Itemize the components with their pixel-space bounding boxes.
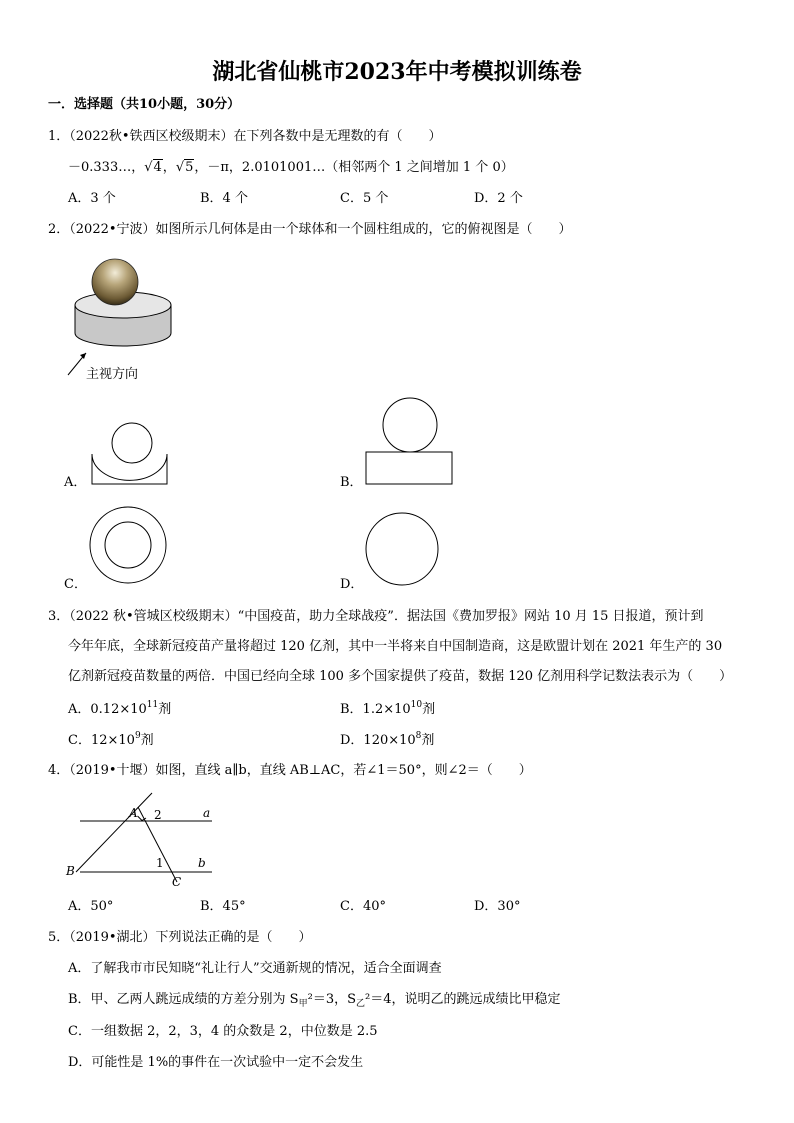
- q2-option-c[interactable]: C．: [64, 577, 87, 592]
- q5-option-d[interactable]: D．可能性是 1%的事件在一次试验中一定不会发生: [68, 1055, 364, 1070]
- label-angle-1: 1: [156, 856, 164, 870]
- q2-solid-figure: [60, 250, 190, 380]
- q3-option-b-unit: 剂: [422, 702, 436, 717]
- q2-option-b-figure: [360, 394, 460, 488]
- question-5-stem: 5．（2019•湖北）下列说法正确的是（ ）: [48, 930, 312, 945]
- q3-option-c-unit: 剂: [140, 733, 154, 748]
- question-3-line-2: 今年年底，全球新冠疫苗产量将超过 120 亿剂，其中一半将来自中国制造商，这是欧盟计划在 2021 年生产的 30: [68, 639, 723, 654]
- label-line-b: b: [198, 856, 206, 870]
- question-1-stem: 1．（2022秋•铁西区校级期末）在下列各数中是无理数的有（ ）: [48, 129, 442, 144]
- q2-option-d[interactable]: D．: [340, 577, 364, 592]
- q3-option-b-base: B．1.2×10: [340, 702, 411, 717]
- question-2-stem: 2．（2022•宁波）如图所示几何体是由一个球体和一个圆柱组成的，它的俯视图是（ ）: [48, 222, 572, 237]
- q1-option-b[interactable]: B．4 个: [200, 191, 248, 206]
- number-list-end: ，－π，2.0101001…（相邻两个 1 之间增加 1 个 0）: [194, 160, 514, 175]
- q5-option-b[interactable]: [68, 991, 561, 1009]
- question-1-numbers: －0.333…，√4，√5，－π，2.0101001…（相邻两个 1 之间增加 1 个 0）: [68, 160, 514, 175]
- q4-geometry-figure: [62, 790, 222, 890]
- q3-option-d[interactable]: [340, 732, 434, 750]
- q1-option-d[interactable]: D．2 个: [474, 191, 523, 206]
- label-angle-2: 2: [154, 808, 162, 822]
- q5-option-b-subscript-1: 甲: [298, 999, 308, 1009]
- q2-option-d-figure: [364, 511, 440, 587]
- q2-option-c-figure: [88, 503, 168, 587]
- q3-option-d-exponent: 8: [415, 731, 422, 741]
- q3-option-a-exponent: 11: [146, 700, 159, 710]
- view-direction-label: 主视方向: [86, 367, 139, 382]
- label-point-c: C: [172, 875, 182, 889]
- q2-option-b[interactable]: B．: [340, 475, 363, 490]
- q3-option-c[interactable]: [68, 732, 154, 750]
- q3-option-d-unit: 剂: [421, 733, 435, 748]
- q3-option-c-base: C．12×10: [68, 733, 135, 748]
- question-4-stem: 4．（2019•十堰）如图，直线 a∥b，直线 AB⊥AC，若∠1＝50°，则∠2＝（ ）: [48, 763, 532, 778]
- q5-option-b-subscript-2: 乙: [356, 999, 366, 1009]
- q3-option-c-exponent: 9: [134, 731, 141, 741]
- label-point-a: A: [129, 806, 138, 820]
- question-3-line-1: 3．（2022 秋•管城区校级期末）“中国疫苗，助力全球战疫”．据法国《费加罗报》网站 10 月 15 日报道，预计到: [48, 609, 704, 624]
- separator: ，: [162, 160, 176, 175]
- q4-option-a[interactable]: A．50°: [68, 899, 114, 914]
- q5-option-b-text-3: ²＝4，说明乙的跳远成绩比甲稳定: [365, 992, 561, 1007]
- label-line-a: a: [203, 806, 211, 820]
- q5-option-b-text-1: B．甲、乙两人跳远成绩的方差分别为 S: [68, 992, 299, 1007]
- number-list-start: －0.333…，: [68, 160, 145, 175]
- q4-option-c[interactable]: C．40°: [340, 899, 386, 914]
- sqrt-5: 5: [185, 160, 194, 175]
- q3-option-a-unit: 剂: [158, 702, 172, 717]
- q1-option-a[interactable]: A．3 个: [68, 191, 116, 206]
- q1-option-c[interactable]: C．5 个: [340, 191, 389, 206]
- label-point-b: B: [66, 864, 75, 878]
- page-title: 湖北省仙桃市2023年中考模拟训练卷: [212, 59, 582, 85]
- q2-option-a-figure: [88, 418, 168, 488]
- q2-option-a[interactable]: A．: [64, 475, 87, 490]
- q4-option-d[interactable]: D．30°: [474, 899, 521, 914]
- question-3-line-3: 亿剂新冠疫苗数量的两倍．中国已经向全球 100 多个国家提供了疫苗，数据 120 亿剂用科学记数法表示为（ ）: [68, 669, 733, 684]
- q3-option-d-base: D．120×10: [340, 733, 416, 748]
- section-heading: 一．选择题（共10小题，30分）: [48, 97, 241, 112]
- q5-option-a[interactable]: A．了解我市市民知晓“礼让行人”交通新规的情况，适合全面调查: [68, 961, 442, 976]
- q3-option-a[interactable]: [68, 701, 171, 719]
- q3-option-b-exponent: 10: [410, 700, 423, 710]
- q4-option-b[interactable]: B．45°: [200, 899, 246, 914]
- q3-option-b[interactable]: [340, 701, 435, 719]
- sqrt-4: 4: [153, 160, 162, 175]
- q3-option-a-base: A．0.12×10: [68, 702, 147, 717]
- q5-option-b-text-2: ²＝3，S: [307, 992, 356, 1007]
- q5-option-c[interactable]: C．一组数据 2，2，3，4 的众数是 2，中位数是 2.5: [68, 1024, 378, 1039]
